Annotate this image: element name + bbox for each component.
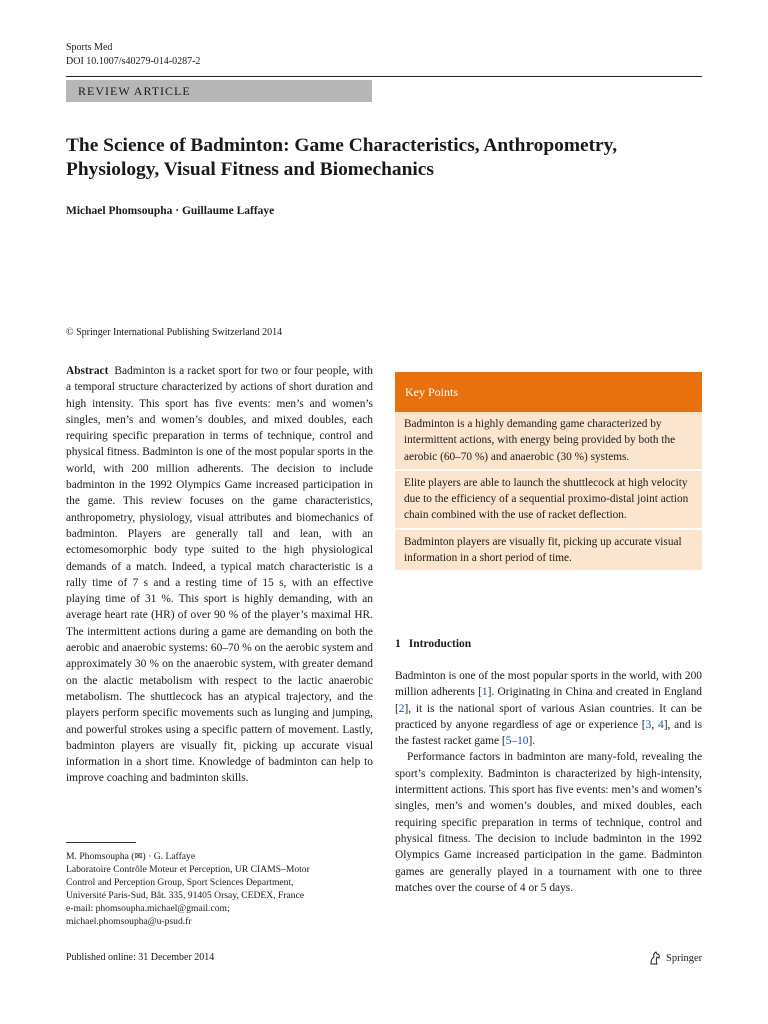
citation-link[interactable]: 2 — [398, 702, 405, 715]
abstract-text: Badminton is a racket sport for two or four people, with a temporal structure characterized by actions of short duration and high intensity. This sport has five events: men’s and women’s singles, men’s and women’s doubles, and mixed doubles, each requiring specific preparation in terms of technique, control and physical fitness. Badminton is one of the most popular sports in the world, with 200 million adherents. The decision to include badminton in the 1992 Olympics Game increased participation in the game. This review focuses on the game characteristics, anthropometry, physiology, visual attributes and biomechanics of badminton. Players are generally tall and lean, with an ectomesomorphic body type suited to the high physiological demands of a match. Indeed, a typical match characteristic is a rally time of 7 s and a resting time of 15 s, with an effective playing time of 31 %. This sport is highly demanding, with an average heart rate (HR) of over 90 % of the player’s maximal HR. The intermittent actions during a game are demanding on both the aerobic and anaerobic systems: 60–70 % on the aerobic system and approximately 30 % on the anaerobic system, with greater demand on the alactic metabolism with respect to the lactic anaerobic metabolism. The shuttlecock has an atypical trajectory, and the players perform specific movements such as lunging and jumping, and powerful strokes using a specific pattern of movement. Lastly, badminton players are visually fit, picking up accurate visual information in a short time. Knowledge of badminton can help to improve coaching and badminton skills. — [66, 365, 373, 785]
section-heading-introduction — [395, 638, 471, 650]
affiliation-email-1[interactable]: e-mail: phomsoupha.michael@gmail.com; — [66, 903, 230, 914]
doi[interactable]: DOI 10.1007/s40279-014-0287-2 — [66, 56, 201, 67]
abstract-label: Abstract — [66, 365, 109, 377]
publisher-logo — [648, 951, 702, 965]
journal-name: Sports Med — [66, 42, 113, 53]
key-points-heading: Key Points — [395, 372, 702, 412]
introduction-body — [395, 668, 702, 896]
intro-text: ]. — [528, 735, 536, 748]
authors: Michael Phomsoupha · Guillaume Laffaye — [66, 205, 275, 217]
affiliation — [66, 850, 376, 928]
intro-text: Badminton is one of the most popular sports in the world, with 200 million adherents [ — [395, 670, 702, 699]
springer-horse-icon — [648, 951, 662, 965]
key-point-item: Badminton players are visually fit, picking up accurate visual information in a short period of time. — [395, 528, 702, 571]
article-title: The Science of Badminton: Game Characteristics, Anthropometry, Physiology, Visual Fitness and Biomechanics — [66, 135, 618, 180]
intro-paragraph-2: Performance factors in badminton are many-fold, revealing the sport’s complexity. Badminton is characterized by high-intensity, intermittent actions. This sport has five events: men’s and women’s singles, men’s and women’s doubles, and mixed doubles, each requiring specific preparation in terms of technique, control and physical fitness. The decision to include badminton in the 1992 Olympics Game increased participation in the game. Badminton games are generally played in a tournament with one to three matches over the course of 4 or 5 days. — [395, 751, 702, 894]
intro-paragraph-1 — [395, 668, 702, 749]
published-date: Published online: 31 December 2014 — [66, 952, 215, 963]
affiliation-email-2[interactable]: michael.phomsoupha@u-psud.fr — [66, 916, 192, 927]
copyright: © Springer International Publishing Switzerland 2014 — [66, 327, 283, 338]
abstract — [66, 363, 373, 787]
header-rule — [66, 76, 702, 77]
affiliation-rule — [66, 842, 136, 843]
journal-info — [66, 41, 200, 69]
key-points-box — [395, 372, 702, 570]
section-number: 1 — [395, 638, 401, 650]
intro-text: ], it is the national sport of various Asian countries. It can be practiced by anyone regardless of age or experience [ — [395, 702, 702, 731]
section-title: Introduction — [408, 638, 472, 650]
publisher-name: Springer — [666, 952, 703, 964]
intro-text: , — [651, 718, 658, 731]
citation-link[interactable]: 5–10 — [505, 735, 529, 748]
citation-link[interactable]: 4 — [657, 718, 664, 731]
intro-text: ]. Originating in China and created in England [ — [395, 686, 702, 715]
affiliation-group: Control and Perception Group, Sport Sciences Department, — [66, 877, 294, 888]
citation-link[interactable]: 1 — [481, 686, 488, 699]
affiliation-lab: Laboratoire Contrôle Moteur et Perception, UR CIAMS–Motor — [66, 864, 310, 875]
intro-text: ], and is the fastest racket game [ — [395, 718, 702, 748]
article-type-banner: REVIEW ARTICLE — [66, 80, 372, 102]
citation-link[interactable]: 3 — [645, 718, 652, 731]
key-point-item: Elite players are able to launch the shuttlecock at high velocity due to the efficiency of a sequential proximo-distal joint action chain combined with the use of racket deflection. — [395, 469, 702, 528]
key-point-item: Badminton is a highly demanding game characterized by intermittent actions, with energy being provided by both the aerobic (60–70 %) and anaerobic (30 %) systems. — [395, 412, 702, 469]
affiliation-authors: M. Phomsoupha (✉) · G. Laffaye — [66, 851, 196, 862]
affiliation-address: Université Paris-Sud, Bât. 335, 91405 Orsay, CEDEX, France — [66, 890, 305, 901]
